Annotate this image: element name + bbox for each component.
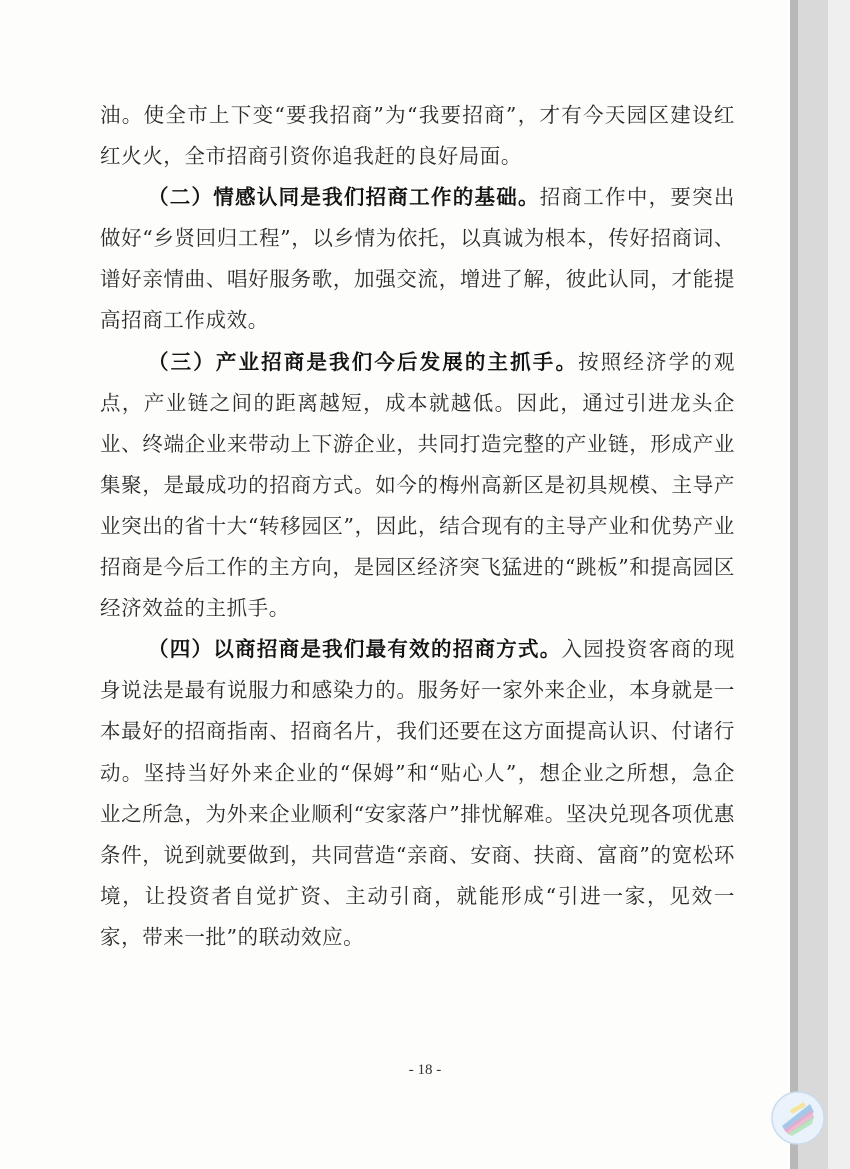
- paragraph-4-text: 入园投资客商的现身说法是最有说服力和感染力的。服务好一家外来企业，本身就是一本最好的招商指南、招商名片，我们还要在这方面提高认识、付诸行动。坚持当好外来企业的“保姆”和“贴心人”，想企业之所想，急企业之所急，为外来企业顺利“安家落户”排忧解难。坚决兑现各项优惠条件，说到就要做到，共同营造“亲商、安商、扶商、富商”的宽松环境，让投资者自觉扩资、主动引商，就能形成“引进一家，见效一家，带来一批”的联动效应。: [100, 637, 735, 949]
- page-edge-stack: [798, 0, 828, 1169]
- page-number: - 18 -: [408, 1062, 442, 1078]
- page-edge-shadow: [790, 0, 798, 1169]
- page-edge-outer: [828, 0, 850, 1169]
- body-text: [100, 95, 735, 958]
- paragraph-3: [100, 342, 735, 630]
- paragraph-3-heading: （三）产业招商是我们今后发展的主抓手。: [148, 349, 579, 374]
- paragraph-2-heading: （二）情感认同是我们招商工作的基础。: [148, 185, 540, 210]
- paragraph-1: [100, 95, 735, 177]
- paragraph-3-text: 按照经济学的观点，产业链之间的距离越短，成本就越低。因此，通过引进龙头企业、终端企业来带动上下游企业，共同打造完整的产业链，形成产业集聚，是最成功的招商方式。如今的梅州高新区是初具规模、主导产业突出的省十大“转移园区”，因此，结合现有的主导产业和优势产业招商是今后工作的主方向，是园区经济突飞猛进的“跳板”和提高园区经济效益的主抓手。: [100, 349, 735, 621]
- paragraph-2: [100, 177, 735, 341]
- paragraph-2-text: 招商工作中，要突出做好“乡贤回归工程”，以乡情为依托，以真诚为根本，传好招商词、谱好亲情曲、唱好服务歌，加强交流，增进了解，彼此认同，才能提高招商工作成效。: [100, 185, 735, 333]
- paragraph-4: [100, 629, 735, 958]
- paragraph-4-heading: （四）以商招商是我们最有效的招商方式。: [148, 637, 562, 662]
- watermark-logo-icon: [770, 1090, 826, 1146]
- paragraph-1-text: 油。使全市上下变“要我招商”为“我要招商”，才有今天园区建设红红火火，全市招商引资你追我赶的良好局面。: [100, 103, 735, 169]
